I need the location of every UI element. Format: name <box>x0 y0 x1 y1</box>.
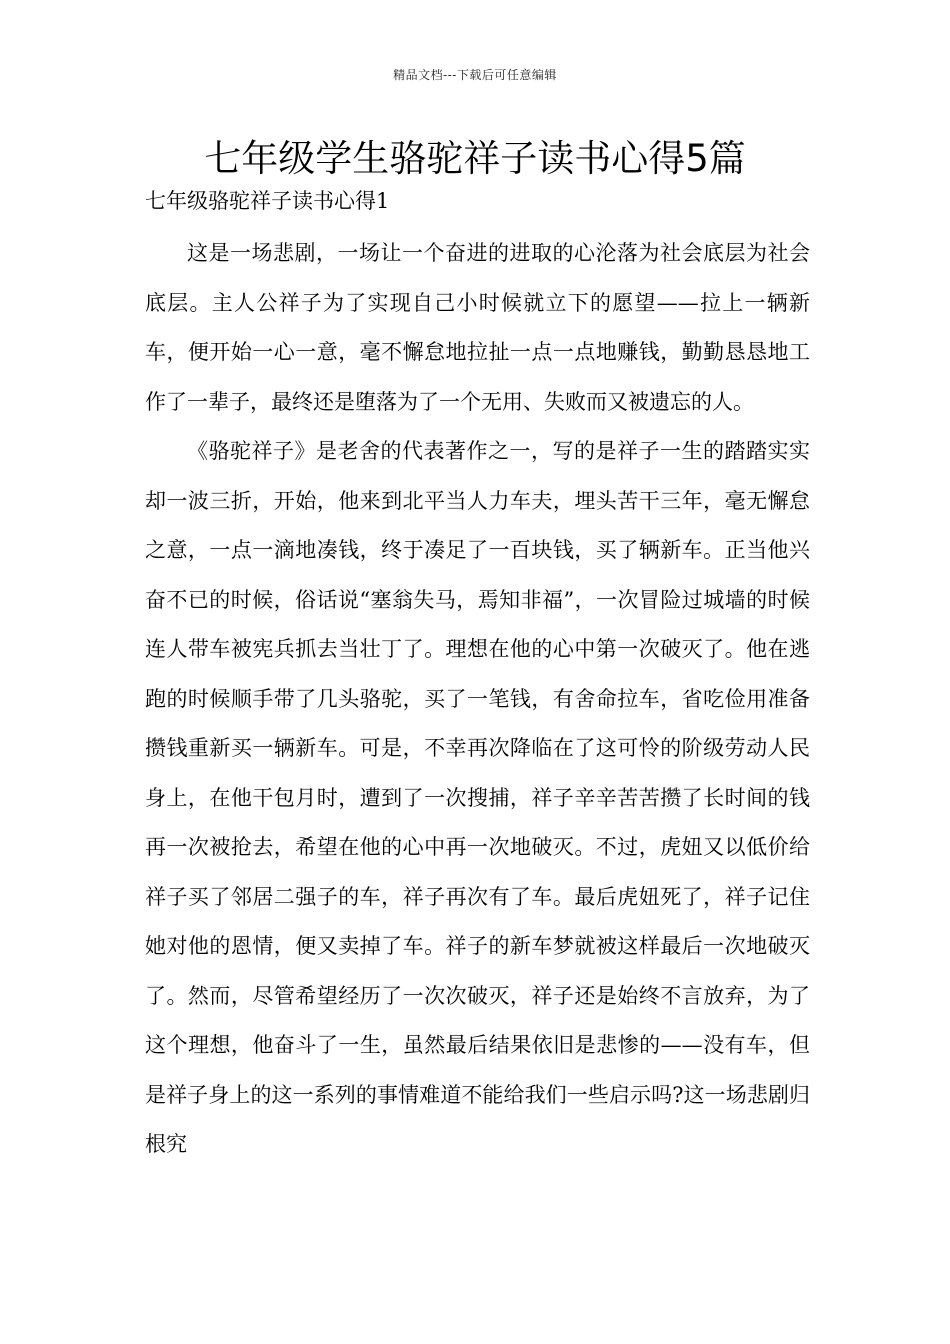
body-text <box>145 229 810 1170</box>
section-heading: 七年级骆驼祥子读书心得1 <box>145 189 390 213</box>
document-title: 七年级学生骆驼祥子读书心得5篇 <box>204 137 746 180</box>
header-note: 精品文档---下载后可任意编辑 <box>393 68 557 82</box>
paragraph-2: 《骆驼祥子》是老舍的代表著作之一，写的是祥子一生的踏踏实实却一波三折，开始，他来到北平当人力车夫，埋头苦干三年，毫无懈怠之意，一点一滴地凑钱，终于凑足了一百块钱，买了辆新车。正当他兴奋不已的时候，俗话说“塞翁失马，焉知非福”，一次冒险过城墙的时候连人带车被宪兵抓去当壮丁了。理想在他的心中第一次破灭了。他在逃跑的时候顺手带了几头骆驼，买了一笔钱，有舍命拉车，省吃俭用准备攒钱重新买一辆新车。可是，不幸再次降临在了这可怜的阶级劳动人民身上，在他干包月时，遭到了一次搜捕，祥子辛辛苦苦攒了长时间的钱再一次被抢去，希望在他的心中再一次地破灭。不过，虎妞又以低价给祥子买了邻居二强子的车，祥子再次有了车。最后虎妞死了，祥子记住她对他的恩情，便又卖掉了车。祥子的新车梦就被这样最后一次地破灭了。然而，尽管希望经历了一次次破灭，祥子还是始终不言放弃，为了这个理想，他奋斗了一生，虽然最后结果依旧是悲惨的——没有车，但是祥子身上的这一系列的事情难道不能给我们一些启示吗?这一场悲剧归根究 <box>145 439 810 1156</box>
paragraph-1: 这是一场悲剧，一场让一个奋进的进取的心沦落为社会底层为社会底层。主人公祥子为了实现自己小时候就立下的愿望——拉上一辆新车，便开始一心一意，毫不懈怠地拉扯一点一点地赚钱，勤勤恳恳地工作了一辈子，最终还是堕落为了一个无用、失败而又被遗忘的人。 <box>145 241 810 414</box>
